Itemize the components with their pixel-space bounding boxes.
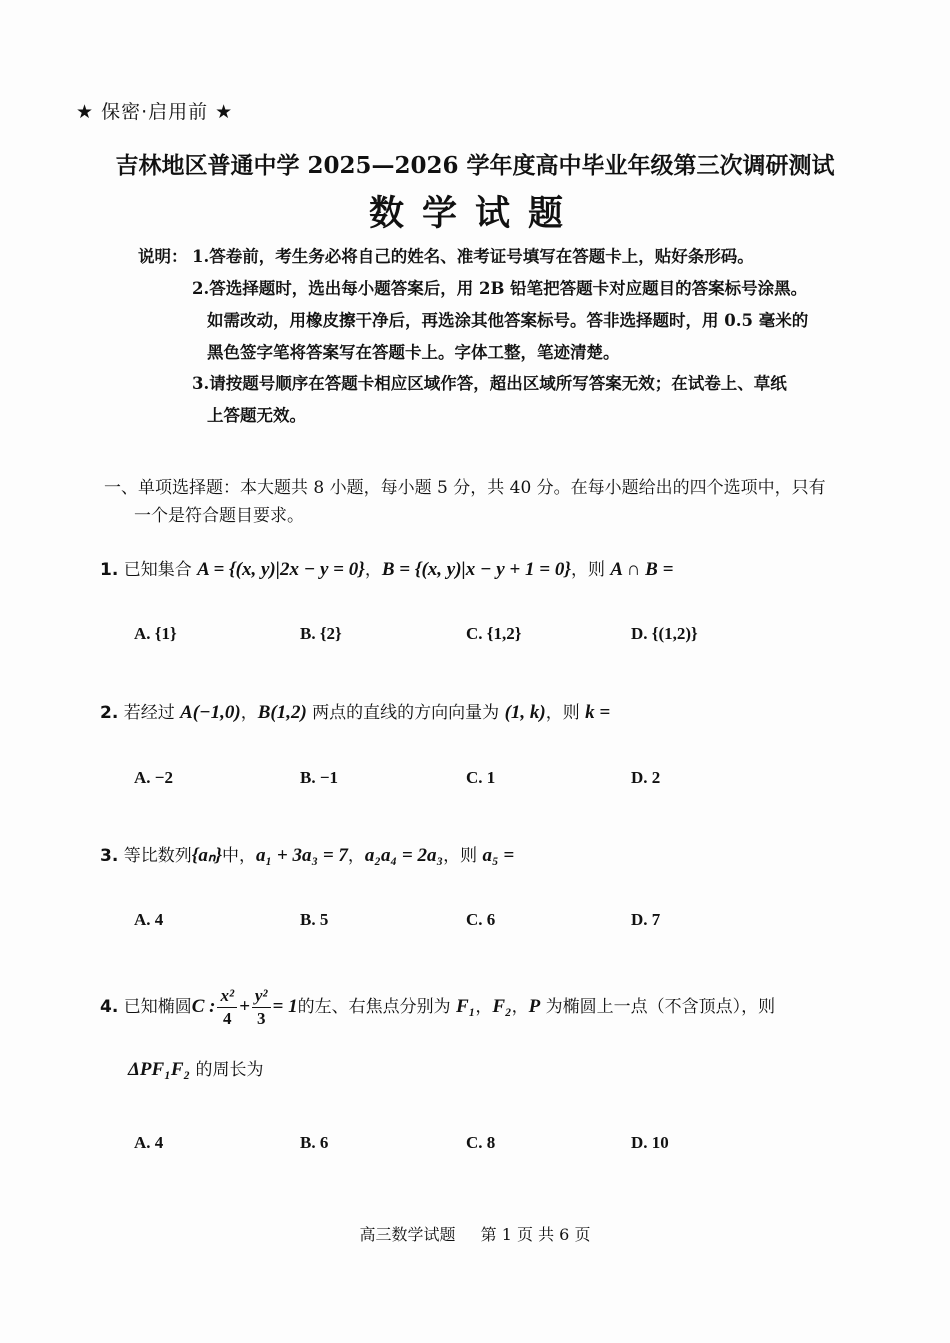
- question-3: [100, 841, 514, 867]
- question-text: ，: [511, 997, 529, 1017]
- question-4: [100, 985, 775, 1030]
- math-expression: ΔPF₁F₂: [128, 1059, 191, 1080]
- option-b: B. 5: [300, 910, 329, 929]
- question-text: ，则: [545, 703, 586, 723]
- question-text: 已知椭圆: [123, 997, 192, 1017]
- math-expression: F₂: [492, 996, 512, 1017]
- note-2-line-1: 2.答选择题时，选出每小题答案后，用 2B 铅笔把答题卡对应题目的答案标号涂黑。: [192, 279, 808, 298]
- option-a: A. {1}: [134, 624, 177, 643]
- fraction-denominator: 4: [223, 1009, 232, 1028]
- question-1: [100, 555, 673, 581]
- math-expression: k =: [585, 702, 611, 723]
- fraction-denominator: 3: [256, 1009, 266, 1028]
- question-number: 3.: [100, 846, 119, 866]
- question-text: 已知集合: [123, 560, 198, 580]
- math-expression: a₅ =: [482, 845, 515, 866]
- option-c: C. 8: [466, 1133, 496, 1152]
- option-c: C. {1,2}: [466, 624, 522, 643]
- footer-subject: 高三数学试题: [359, 1225, 456, 1244]
- note-3-line-1: 3.请按题号顺序在答题卡相应区域作答，超出区域所写答案无效；在试卷上、草纸: [192, 374, 787, 393]
- question-text: ，: [240, 703, 258, 723]
- question-text: ，: [475, 997, 493, 1017]
- option-b: B. {2}: [300, 624, 342, 643]
- option-a: A. −2: [134, 768, 173, 787]
- note-2-line-3: 黑色签字笔将答案写在答题卡上。字体工整，笔迹清楚。: [207, 343, 620, 362]
- notes-label: 说明：: [138, 247, 188, 266]
- option-a: A. 4: [134, 910, 164, 929]
- option-d: D. {(1,2)}: [631, 624, 698, 643]
- question-number: 4.: [100, 997, 119, 1017]
- page-footer: [0, 1222, 950, 1245]
- option-d: D. 7: [631, 910, 661, 929]
- question-text: ，则: [443, 846, 483, 866]
- option-b: B. −1: [300, 768, 339, 787]
- fraction: [252, 985, 271, 1030]
- option-c: C. 6: [466, 910, 496, 929]
- section-heading: 一、单项选择题：本大题共 8 小题，每小题 5 分，共 40 分。在每小题给出的四个选项中，只有: [104, 478, 826, 498]
- question-2: [100, 698, 610, 724]
- option-d: D. 10: [631, 1133, 669, 1152]
- question-text: ，: [347, 846, 365, 866]
- math-expression: = 1: [272, 996, 298, 1017]
- question-text: 两点的直线的方向向量为: [306, 703, 505, 723]
- question-text: 为椭圆上一点（不含顶点），则: [540, 997, 776, 1017]
- confidential-mark: ★ 保密·启用前 ★: [76, 101, 234, 123]
- option-c: C. 1: [466, 768, 496, 787]
- exam-header: 吉林地区普通中学 2025—2026 学年度高中毕业年级第三次调研测试: [115, 152, 835, 179]
- math-expression: A = {(x, y)|2x − y = 0}: [197, 559, 365, 580]
- math-expression: A ∩ B =: [610, 559, 674, 580]
- question-number: 2.: [100, 703, 119, 723]
- fraction-numerator: y²: [252, 985, 271, 1008]
- option-b: B. 6: [300, 1133, 329, 1152]
- note-2-line-2: 如需改动，用橡皮擦干净后，再选涂其他答案标号。答非选择题时，用 0.5 毫米的: [207, 311, 809, 330]
- math-expression: (1, k): [504, 702, 546, 723]
- question-text: ，: [364, 560, 382, 580]
- math-expression: B(1,2): [257, 702, 307, 723]
- math-expression: a₂a₄ = 2a₃: [364, 845, 444, 866]
- math-expression: C :: [191, 996, 216, 1017]
- question-text: 的周长为: [190, 1060, 264, 1080]
- question-text: 的左、右焦点分别为: [297, 997, 457, 1017]
- math-expression: {aₙ}: [191, 845, 223, 866]
- math-expression: P: [528, 996, 541, 1017]
- math-expression: B = {(x, y)|x − y + 1 = 0}: [381, 559, 571, 580]
- question-text: 等比数列: [123, 846, 192, 866]
- math-expression: a₁ + 3a₃ = 7: [256, 845, 348, 866]
- math-expression: A(−1,0): [180, 702, 241, 723]
- plus-sign: +: [239, 996, 250, 1017]
- question-text: ，则: [570, 560, 611, 580]
- page-title: 数学试题: [368, 193, 581, 234]
- fraction-numerator: x²: [217, 985, 237, 1008]
- math-expression: F₁: [456, 996, 476, 1017]
- question-number: 1.: [100, 560, 119, 580]
- fraction: [217, 985, 237, 1030]
- note-1: 1.答卷前，考生务必将自己的姓名、准考证号填写在答题卡上，贴好条形码。: [192, 247, 754, 266]
- question-text: 若经过: [123, 703, 181, 723]
- option-a: A. 4: [134, 1133, 164, 1152]
- note-3-line-2: 上答题无效。: [207, 406, 306, 425]
- footer-page-number: 第 1 页 共 6 页: [480, 1225, 591, 1244]
- question-text: 中，: [222, 846, 257, 866]
- section-heading-cont: 一个是符合题目要求。: [134, 506, 304, 526]
- question-4-cont: [128, 1055, 264, 1081]
- option-d: D. 2: [631, 768, 661, 787]
